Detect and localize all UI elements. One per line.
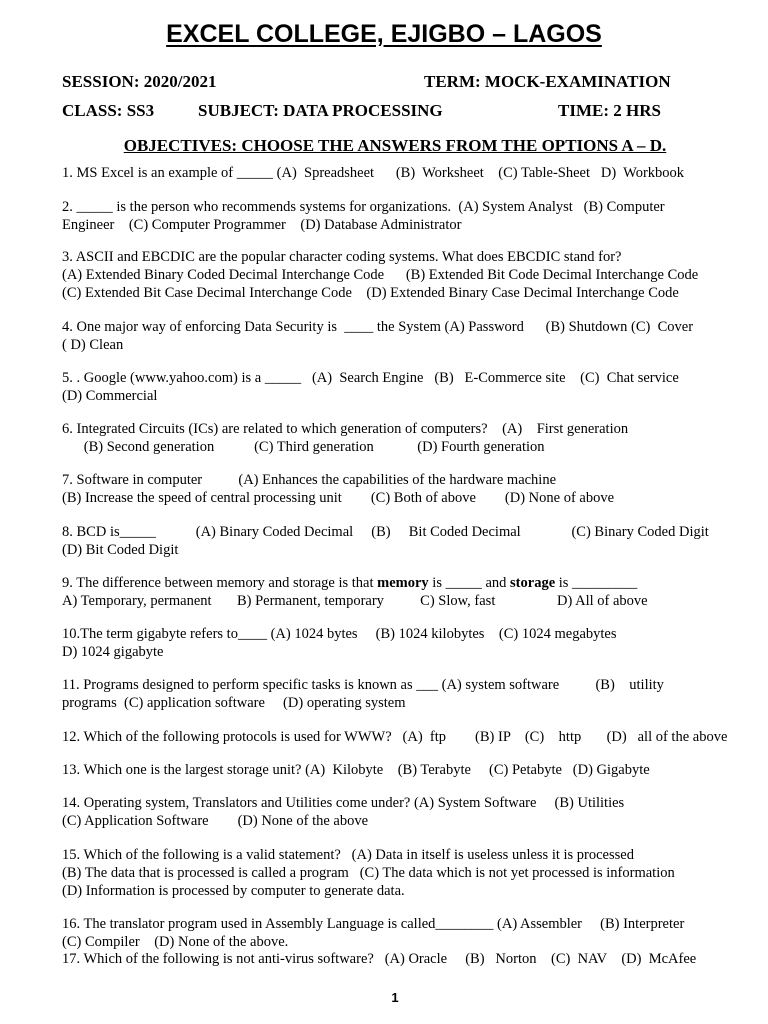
question-14 bbox=[62, 794, 742, 830]
question-5 bbox=[62, 369, 742, 405]
question-11 bbox=[62, 676, 742, 712]
question-line: 1. MS Excel is an example of _____ (A) Spreadsheet (B) Worksheet (C) Table-Sheet D) Workbook bbox=[62, 165, 685, 181]
question-6 bbox=[62, 420, 742, 456]
question-line: 4. One major way of enforcing Data Security is ____ the System (A) Password (B) Shutdown (C) Cover bbox=[62, 319, 694, 335]
question-12 bbox=[62, 728, 742, 746]
question-2 bbox=[62, 198, 742, 234]
question-line: (B) Increase the speed of central processing unit (C) Both of above (D) None of above bbox=[62, 490, 615, 506]
question-line: 2. _____ is the person who recommends systems for organizations. (A) System Analyst (B) Computer bbox=[62, 199, 665, 215]
page-title: EXCEL COLLEGE, EJIGBO – LAGOS bbox=[166, 20, 602, 48]
question-text: 9. The difference between memory and storage is that bbox=[62, 575, 378, 591]
question-line: 10.The term gigabyte refers to____ (A) 1024 bytes (B) 1024 kilobytes (C) 1024 megabytes bbox=[62, 626, 617, 642]
question-line: 6. Integrated Circuits (ICs) are related to which generation of computers? (A) First generation bbox=[62, 421, 629, 437]
question-line: (A) Extended Binary Coded Decimal Interchange Code (B) Extended Bit Code Decimal Interchange Code bbox=[62, 267, 699, 283]
question-line: (D) Bit Coded Digit bbox=[62, 542, 179, 558]
question-line: (B) Second generation (C) Third generation (D) Fourth generation bbox=[62, 439, 545, 455]
question-3 bbox=[62, 248, 742, 302]
question-line bbox=[62, 574, 742, 592]
question-line: Engineer (C) Computer Programmer (D) Database Administrator bbox=[62, 217, 462, 233]
class-label: CLASS: SS3 bbox=[62, 101, 155, 120]
question-line: (D) Information is processed by computer to generate data. bbox=[62, 883, 405, 899]
term-label: TERM: MOCK-EXAMINATION bbox=[424, 72, 671, 91]
keyword-storage: storage bbox=[510, 575, 556, 591]
question-line: (D) Commercial bbox=[62, 388, 158, 404]
question-line: 16. The translator program used in Assembly Language is called________ (A) Assembler (B) Interpreter bbox=[62, 916, 685, 932]
question-4 bbox=[62, 318, 742, 354]
question-10 bbox=[62, 625, 742, 661]
question-line: 5. . Google (www.yahoo.com) is a _____ (A) Search Engine (B) E-Commerce site (C) Chat service bbox=[62, 370, 679, 386]
question-17 bbox=[62, 950, 742, 968]
time-label: TIME: 2 HRS bbox=[558, 101, 661, 120]
page-number: 1 bbox=[391, 990, 399, 1005]
question-line: 17. Which of the following is not anti-virus software? (A) Oracle (B) Norton (C) NAV (D) McAfee bbox=[62, 951, 697, 967]
question-line: (C) Extended Bit Case Decimal Interchange Code (D) Extended Binary Case Decimal Interchange Code bbox=[62, 285, 679, 301]
question-line: 8. BCD is_____ (A) Binary Coded Decimal (B) Bit Coded Decimal (C) Binary Coded Digit bbox=[62, 524, 709, 540]
question-line: programs (C) application software (D) operating system bbox=[62, 695, 406, 711]
question-line: 13. Which one is the largest storage unit? (A) Kilobyte (B) Terabyte (C) Petabyte (D) Gigabyte bbox=[62, 762, 650, 778]
question-16 bbox=[62, 915, 742, 951]
question-line: (C) Application Software (D) None of the above bbox=[62, 813, 369, 829]
question-line: 15. Which of the following is a valid statement? (A) Data in itself is useless unless it is processed bbox=[62, 847, 634, 863]
question-line: 3. ASCII and EBCDIC are the popular character coding systems. What does EBCDIC stand for? bbox=[62, 249, 622, 265]
question-text: is _____ and bbox=[428, 575, 511, 591]
question-line: 12. Which of the following protocols is used for WWW? (A) ftp (B) IP (C) http (D) all of the above bbox=[62, 729, 728, 745]
question-line: 14. Operating system, Translators and Utilities come under? (A) System Software (B) Utilities bbox=[62, 795, 625, 811]
question-line: D) 1024 gigabyte bbox=[62, 644, 164, 660]
session-label: SESSION: 2020/2021 bbox=[62, 72, 217, 91]
question-15 bbox=[62, 846, 742, 900]
question-line: (C) Compiler (D) None of the above. bbox=[62, 934, 289, 950]
question-9 bbox=[62, 574, 742, 610]
question-text: is _________ bbox=[555, 575, 638, 591]
question-line: A) Temporary, permanent B) Permanent, temporary C) Slow, fast D) All of above bbox=[62, 593, 648, 609]
question-8 bbox=[62, 523, 742, 559]
question-line: 11. Programs designed to perform specific tasks is known as ___ (A) system software (B) utility bbox=[62, 677, 664, 693]
question-line: (B) The data that is processed is called a program (C) The data which is not yet processed is information bbox=[62, 865, 675, 881]
question-line: ( D) Clean bbox=[62, 337, 124, 353]
objectives-instruction: OBJECTIVES: CHOOSE THE ANSWERS FROM THE OPTIONS A – D. bbox=[123, 136, 667, 155]
keyword-memory: memory bbox=[377, 575, 429, 591]
question-line: 7. Software in computer (A) Enhances the capabilities of the hardware machine bbox=[62, 472, 557, 488]
question-7 bbox=[62, 471, 742, 507]
question-1 bbox=[62, 164, 742, 182]
question-13 bbox=[62, 761, 742, 779]
subject-label: SUBJECT: DATA PROCESSING bbox=[198, 101, 443, 120]
